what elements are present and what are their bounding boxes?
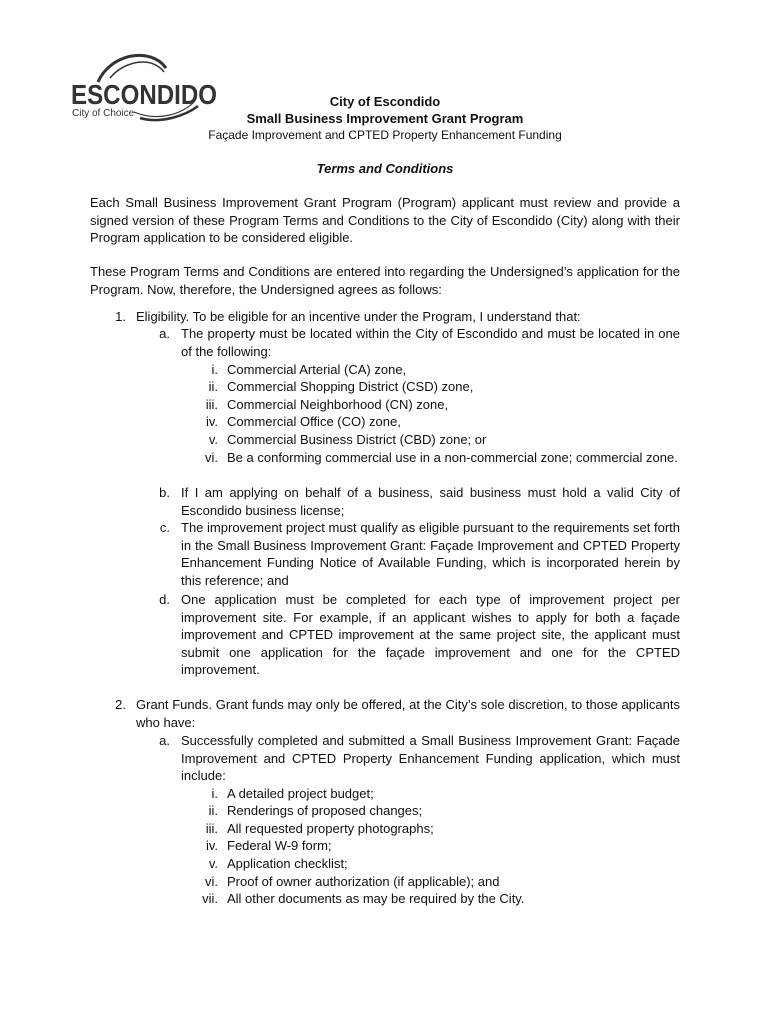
sub-list-num: iv. xyxy=(205,838,218,853)
section-number: 1. xyxy=(115,309,126,324)
sub-list-text: Commercial Business District (CBD) zone; or xyxy=(227,432,487,447)
intro-paragraph-2: These Program Terms and Conditions are entered into regarding the Undersigned’s application for the Program. Now, therefore, the Undersigned agrees as follows: xyxy=(90,264,680,297)
list-letter: b. xyxy=(159,485,170,500)
sub-list-num: ii. xyxy=(208,379,218,394)
list-letter: c. xyxy=(159,520,170,535)
sub-list-num: i. xyxy=(211,786,218,801)
sub-list-num: iii. xyxy=(205,397,218,412)
sub-list-text: Application checklist; xyxy=(227,856,348,871)
list-item-text: Successfully completed and submitted a Small Business Improvement Grant: Façade Improvement and CPTED Property Enhancement Funding application, which must include: xyxy=(181,733,680,784)
sub-list-text: Renderings of proposed changes; xyxy=(227,803,423,818)
sub-list-text: Commercial Arterial (CA) zone, xyxy=(227,362,407,377)
logo-wordmark: ESCONDIDO xyxy=(71,79,217,110)
list-letter: a. xyxy=(159,326,170,341)
list-item-text: The improvement project must qualify as eligible pursuant to the requirements set forth in the Small Business Improvement Grant: Façade Improvement and CPTED Property Enhancement Funding Notice of Available Funding, which is incorporated herein by this reference; and xyxy=(181,520,680,588)
sub-list-num: v. xyxy=(208,432,218,447)
sub-list-text: Commercial Office (CO) zone, xyxy=(227,414,401,429)
doc-subtitle: Façade Improvement and CPTED Property Enhancement Funding xyxy=(208,128,562,142)
sub-list-num: vi. xyxy=(205,874,218,889)
list-letter: a. xyxy=(159,733,170,748)
list-item-text: One application must be completed for each type of improvement project per improvement site. For example, if an applicant wishes to apply for both a façade improvement and CPTED improvement at the same project site, the applicant must submit one application for the façade improvement and one for the CPTED improvement. xyxy=(181,592,680,678)
list-item-text: The property must be located within the City of Escondido and must be located in one of the following: xyxy=(181,326,680,359)
section-text: Eligibility. To be eligible for an incentive under the Program, I understand that: xyxy=(136,309,581,324)
sub-list-text: Commercial Neighborhood (CN) zone, xyxy=(227,397,449,412)
sub-list-num: vii. xyxy=(202,891,218,906)
sub-list-num: iii. xyxy=(205,821,218,836)
section-text: Grant Funds. Grant funds may only be offered, at the City’s sole discretion, to those applicants who have: xyxy=(136,697,680,730)
intro-paragraph-1: Each Small Business Improvement Grant Program (Program) applicant must review and provide a signed version of these Program Terms and Conditions to the City of Escondido (City) along with their Program application to be considered eligible. xyxy=(90,195,680,246)
logo-tagline: City of Choice xyxy=(72,108,135,119)
sub-list-text: All other documents as may be required by the City. xyxy=(227,891,525,906)
sub-list-text: Proof of owner authorization (if applicable); and xyxy=(227,874,500,889)
sub-list-text: Be a conforming commercial use in a non-commercial zone; commercial zone. xyxy=(227,450,678,465)
sub-list-num: i. xyxy=(211,362,218,377)
list-item-text: If I am applying on behalf of a business, said business must hold a valid City of Escondido business license; xyxy=(181,485,680,518)
sub-list-num: ii. xyxy=(208,803,218,818)
sub-list-num: vi. xyxy=(205,450,218,465)
sub-list-text: A detailed project budget; xyxy=(227,786,374,801)
sub-list-text: Commercial Shopping District (CSD) zone, xyxy=(227,379,474,394)
list-letter: d. xyxy=(159,592,170,607)
section-number: 2. xyxy=(115,697,126,712)
sub-list-text: Federal W-9 form; xyxy=(227,838,332,853)
sub-list-num: v. xyxy=(208,856,218,871)
sub-list-num: iv. xyxy=(205,414,218,429)
sub-list-text: All requested property photographs; xyxy=(227,821,434,836)
doc-program-heading: Small Business Improvement Grant Program xyxy=(246,111,524,126)
terms-title: Terms and Conditions xyxy=(316,161,454,176)
doc-city-heading: City of Escondido xyxy=(329,94,441,109)
